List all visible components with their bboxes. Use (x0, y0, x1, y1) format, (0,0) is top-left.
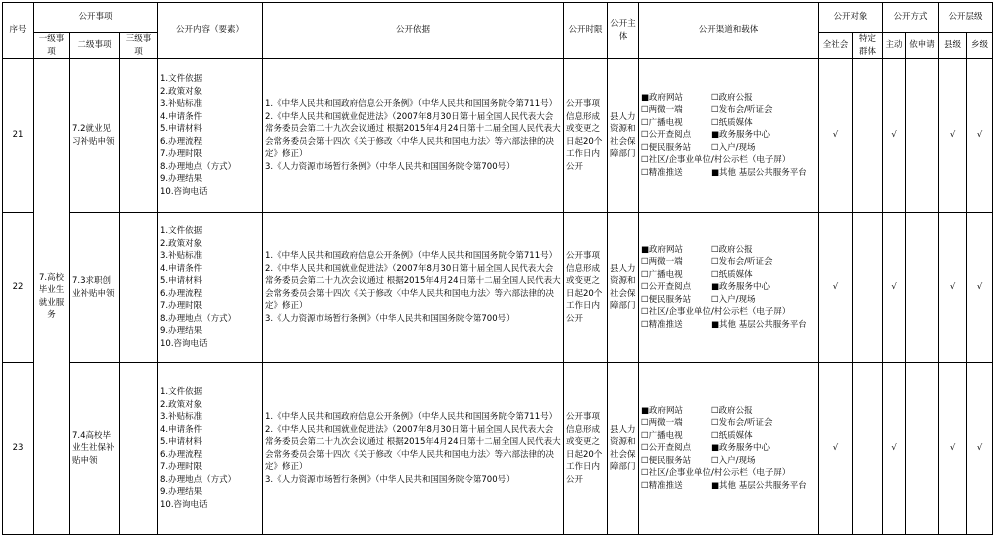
check-method-request (906, 59, 939, 213)
check-level-town: √ (967, 213, 993, 363)
header-seq: 序号 (3, 3, 34, 59)
header-target-all: 全社会 (819, 33, 853, 59)
check-target-all: √ (819, 363, 853, 535)
check-method-active: √ (883, 213, 906, 363)
content-line: 4.申请条件 (160, 111, 203, 122)
basis-line: 1.《中华人民共和国政府信息公开条例》（中华人民共和国国务院令第711号） (265, 251, 558, 261)
content-line: 10.咨询电话 (160, 499, 208, 510)
check-level-county: √ (939, 213, 967, 363)
content-list (158, 213, 263, 363)
check-level-town: √ (967, 363, 993, 535)
channel-item: ■政务服务中心 (711, 443, 771, 454)
content-line: 9.办理结果 (160, 326, 203, 336)
check-target-special (853, 363, 883, 535)
content-line: 1.文件依据 (160, 74, 203, 84)
header-level2: 二级事项 (70, 33, 120, 59)
channel-item: ■政务服务中心 (711, 130, 771, 141)
channel-item: ☐便民服务站 (641, 142, 692, 153)
channel-item: ☐入户/现场 (711, 142, 756, 153)
basis-line: 3.《人力资源市场暂行条例》（中华人民共和国国务院令第700号） (265, 474, 515, 485)
subject: 县人力资源和社会保障部门 (608, 59, 639, 213)
content-line: 2.政策对象 (160, 399, 203, 410)
channel-item: ☐社区/企事业单位/村公示栏（电子屏） (641, 155, 791, 166)
row-seq: 22 (3, 213, 34, 363)
header-time: 公开时限 (564, 3, 608, 59)
channel-list (639, 59, 819, 213)
level2-item: 7.2就业见习补贴申领 (70, 59, 120, 213)
level2-item: 7.3求职创业补贴申领 (70, 213, 120, 363)
content-line: 1.文件依据 (160, 226, 203, 236)
header-method-request: 依申请 (906, 33, 939, 59)
header-level-county: 县级 (939, 33, 967, 59)
content-line: 5.申请材料 (160, 124, 203, 134)
content-list (158, 363, 263, 535)
header-level3: 三级事项 (120, 33, 158, 59)
subject: 县人力资源和社会保障部门 (608, 213, 639, 363)
time-limit: 公开事项信息形成或变更之日起20个工作日内公开 (564, 363, 608, 535)
header-items: 公开事项 (34, 3, 158, 33)
channel-item: ☐便民服务站 (641, 294, 692, 305)
channel-item: ■政府网站 (641, 244, 684, 255)
header-level: 公开层级 (939, 3, 993, 33)
content-line: 8.办理地点（方式） (160, 161, 237, 172)
content-line: 4.申请条件 (160, 263, 203, 274)
level3-item (120, 59, 158, 213)
basis-line: 3.《人力资源市场暂行条例》（中华人民共和国国务院令第700号） (265, 313, 515, 324)
channel-item: ☐精准推送 (641, 480, 683, 491)
channel-item: ☐纸质媒体 (711, 269, 753, 280)
header-channel: 公开渠道和载体 (639, 3, 819, 59)
content-line: 7.办理时限 (160, 301, 203, 311)
channel-item: ☐公开查阅点 (641, 282, 692, 293)
basis-line: 2.《中华人民共和国就业促进法》（2007年8月30日第十届全国人民代表大会常务委员会第二十九次会议通过 根据2015年4月24日第十二届全国人民代表大会常务委员会第十四次《关于修改〈中华人民共和国电力法〉等六部法律的决定》修正） (265, 424, 561, 472)
channel-item: ☐社区/企事业单位/村公示栏（电子屏） (641, 468, 791, 479)
content-line: 2.政策对象 (160, 238, 203, 249)
channel-item: ■其他 基层公共服务平台 (711, 480, 807, 491)
header-method-active: 主动 (883, 33, 906, 59)
basis-line: 2.《中华人民共和国就业促进法》（2007年8月30日第十届全国人民代表大会常务委员会第二十九次会议通过 根据2015年4月24日第十二届全国人民代表大会常务委员会第十四次《关于修改〈中华人民共和国电力法〉等六部法律的决定》修正） (265, 263, 561, 311)
level1-item: 7.高校毕业生就业服务 (34, 59, 70, 535)
basis-line: 2.《中华人民共和国就业促进法》（2007年8月30日第十届全国人民代表大会常务委员会第二十九次会议通过 根据2015年4月24日第十二届全国人民代表大会常务委员会第十四次《关于修改〈中华人民共和国电力法〉等六部法律的决定》修正） (265, 111, 561, 159)
content-line: 2.政策对象 (160, 86, 203, 97)
channel-item: ☐便民服务站 (641, 455, 692, 466)
level3-item (120, 363, 158, 535)
table-row (3, 59, 993, 213)
channel-item: ☐发布会/听证会 (711, 418, 773, 429)
content-line: 3.补贴标准 (160, 251, 203, 261)
channel-item: ☐发布会/听证会 (711, 257, 773, 268)
content-line: 7.办理时限 (160, 149, 203, 159)
check-level-county: √ (939, 59, 967, 213)
channel-item: ☐纸质媒体 (711, 117, 753, 128)
channel-item: ☐两微一端 (641, 257, 683, 268)
header-subject: 公开主体 (608, 3, 639, 59)
channel-list (639, 213, 819, 363)
basis-line: 3.《人力资源市场暂行条例》（中华人民共和国国务院令第700号） (265, 161, 515, 172)
check-level-town: √ (967, 59, 993, 213)
basis-list (263, 59, 564, 213)
channel-item: ■其他 基层公共服务平台 (711, 319, 807, 330)
header-content: 公开内容（要素） (158, 3, 263, 59)
check-method-active: √ (883, 363, 906, 535)
channel-item: ☐发布会/听证会 (711, 105, 773, 116)
channel-item: ☐广播电视 (641, 269, 683, 280)
content-line: 5.申请材料 (160, 437, 203, 447)
channel-item: ☐政府公报 (711, 244, 753, 255)
content-line: 7.办理时限 (160, 462, 203, 472)
level3-item (120, 213, 158, 363)
content-line: 4.申请条件 (160, 424, 203, 435)
channel-item: ☐精准推送 (641, 167, 683, 178)
channel-item: ☐两微一端 (641, 105, 683, 116)
channel-item: ☐政府公报 (711, 92, 753, 103)
channel-item: ■政务服务中心 (711, 282, 771, 293)
content-line: 5.申请材料 (160, 276, 203, 286)
content-line: 3.补贴标准 (160, 412, 203, 422)
channel-item: ☐两微一端 (641, 418, 683, 429)
check-method-request (906, 213, 939, 363)
check-target-special (853, 213, 883, 363)
content-line: 10.咨询电话 (160, 338, 208, 349)
channel-item: ■政府网站 (641, 92, 684, 103)
table-row (3, 363, 993, 535)
channel-item: ■其他 基层公共服务平台 (711, 167, 807, 178)
check-target-all: √ (819, 59, 853, 213)
header-target: 公开对象 (819, 3, 883, 33)
time-limit: 公开事项信息形成或变更之日起20个工作日内公开 (564, 59, 608, 213)
header-method: 公开方式 (883, 3, 939, 33)
check-target-special (853, 59, 883, 213)
content-line: 6.办理流程 (160, 288, 203, 299)
channel-item: ☐公开查阅点 (641, 130, 692, 141)
header-basis: 公开依据 (263, 3, 564, 59)
content-list (158, 59, 263, 213)
channel-item: ☐政府公报 (711, 405, 753, 416)
channel-item: ☐公开查阅点 (641, 443, 692, 454)
content-line: 8.办理地点（方式） (160, 474, 237, 485)
header-target-special: 特定群体 (853, 33, 883, 59)
channel-item: ☐纸质媒体 (711, 430, 753, 441)
row-seq: 23 (3, 363, 34, 535)
check-level-county: √ (939, 363, 967, 535)
content-line: 9.办理结果 (160, 174, 203, 184)
disclosure-table (2, 2, 993, 535)
channel-item: ☐精准推送 (641, 319, 683, 330)
check-method-active: √ (883, 59, 906, 213)
content-line: 6.办理流程 (160, 136, 203, 147)
check-method-request (906, 363, 939, 535)
row-seq: 21 (3, 59, 34, 213)
basis-line: 1.《中华人民共和国政府信息公开条例》（中华人民共和国国务院令第711号） (265, 99, 558, 109)
channel-item: ☐入户/现场 (711, 455, 756, 466)
basis-line: 1.《中华人民共和国政府信息公开条例》（中华人民共和国国务院令第711号） (265, 412, 558, 422)
header-level-town: 乡级 (967, 33, 993, 59)
content-line: 10.咨询电话 (160, 186, 208, 197)
channel-list (639, 363, 819, 535)
content-line: 9.办理结果 (160, 487, 203, 497)
table-row (3, 213, 993, 363)
channel-item: ■政府网站 (641, 405, 684, 416)
channel-item: ☐入户/现场 (711, 294, 756, 305)
header-level1: 一级事项 (34, 33, 70, 59)
content-line: 3.补贴标准 (160, 99, 203, 109)
basis-list (263, 213, 564, 363)
content-line: 1.文件依据 (160, 387, 203, 397)
content-line: 6.办理流程 (160, 449, 203, 460)
channel-item: ☐广播电视 (641, 430, 683, 441)
time-limit: 公开事项信息形成或变更之日起20个工作日内公开 (564, 213, 608, 363)
level2-item: 7.4高校毕业生社保补贴申领 (70, 363, 120, 535)
channel-item: ☐广播电视 (641, 117, 683, 128)
content-line: 8.办理地点（方式） (160, 313, 237, 324)
channel-item: ☐社区/企事业单位/村公示栏（电子屏） (641, 307, 791, 318)
subject: 县人力资源和社会保障部门 (608, 363, 639, 535)
basis-list (263, 363, 564, 535)
check-target-all: √ (819, 213, 853, 363)
